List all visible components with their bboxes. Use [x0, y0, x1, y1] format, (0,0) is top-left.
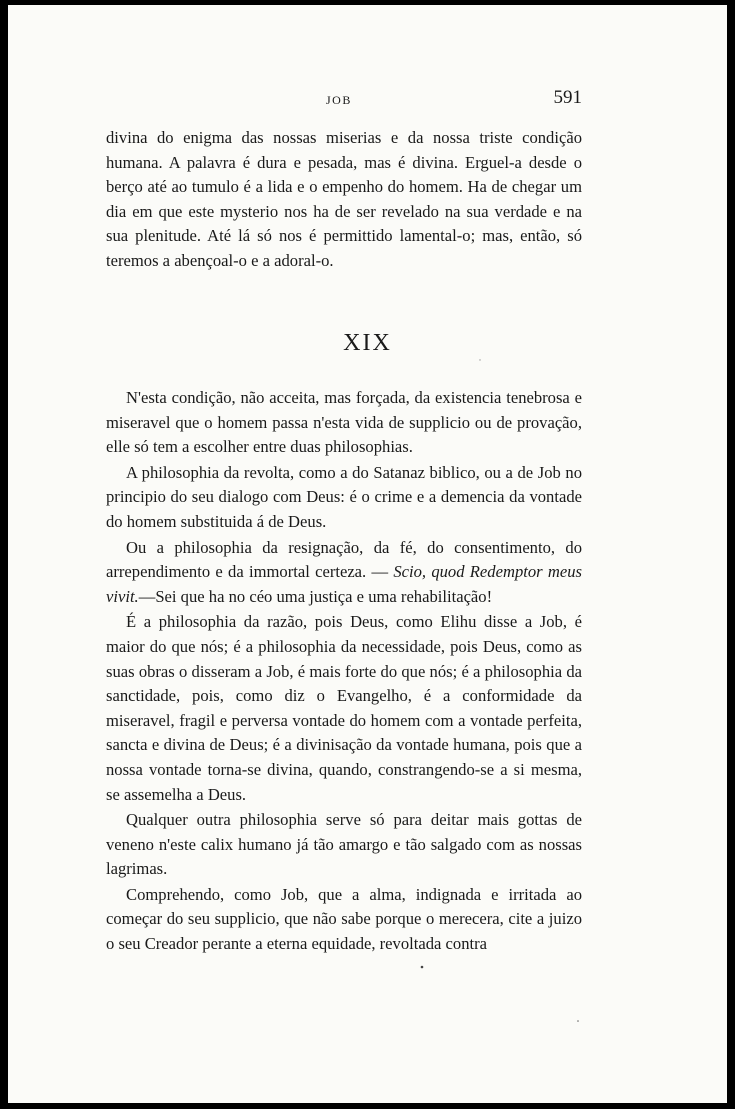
- paragraph-3-translation: —Sei que ha no céo uma justiça e uma rehabilitação!: [138, 586, 493, 606]
- chapter-body: [106, 386, 582, 957]
- paragraph-3: [106, 536, 582, 610]
- paragraph-5: Qualquer outra philosophia serve só para deitar mais gottas de veneno n'este calix humano já tão amargo e tão salgado com as nossas lagrimas.: [106, 810, 582, 879]
- latin-quote: Scio, quod Redemptor meus vivit.: [106, 562, 582, 606]
- paragraph-1: N'esta condição, não acceita, mas forçada, da existencia tenebrosa e miseravel que o homem passa n'esta vida de supplicio ou de provação, elle só tem a escolher entre duas philosophias.: [106, 388, 582, 457]
- book-page: [8, 5, 727, 1103]
- continued-paragraph-block: [106, 126, 582, 274]
- paragraph-6: Comprehendo, como Job, que a alma, indignada e irritada ao começar do seu supplicio, que não sabe porque o merecera, cite a juizo o seu Creador perante a eterna equidade, revoltada contra: [106, 884, 582, 954]
- paragraph-2: A philosophia da revolta, como a do Satanaz biblico, ou a de Job no principio do seu dialogo com Deus: é o crime e a demencia da vontade do homem substituida á de Deus.: [106, 462, 582, 531]
- running-title: JOB: [326, 93, 352, 107]
- running-head: [8, 89, 727, 113]
- speck: [577, 1020, 579, 1022]
- continued-paragraph: divina do enigma das nossas miserias e da nossa triste condição humana. A palavra é dura e pesada, mas é divina. Erguel-a desde o berço até ao tumulo é a lida e o empenho do homem. Ha de chegar um dia em que este mysterio nos ha de ser revelado na sua verdade e na sua plenitude. Até lá só nos é permittido lamental-o; mas, então, só teremos a abençoal-o e a adoral-o.: [106, 128, 582, 270]
- page-number: 591: [553, 87, 582, 108]
- paragraph-4: É a philosophia da razão, pois Deus, como Elihu disse a Job, é maior do que nós; é a philosophia da necessidade, pois Deus, como as suas obras o disseram a Job, é mais forte do que nós; é a philosophia da sanctidade, pois, como diz o Evangelho, é a conformidade da miseravel, fragil e perversa vontade do homem com a vontade perfeita, sancta e divina de Deus; é a divinisação da vontade humana, pois que a nossa vontade torna-se divina, quando, constrangendo-se a si mesma, se assemelha a Deus.: [106, 612, 582, 804]
- speck: [421, 966, 424, 969]
- chapter-heading: XIX: [343, 330, 392, 356]
- paragraph-3-text: Ou a philosophia da resignação, da fé, do consentimento, do arrependimento e da immortal certeza. —: [106, 537, 582, 582]
- speck: [479, 359, 480, 360]
